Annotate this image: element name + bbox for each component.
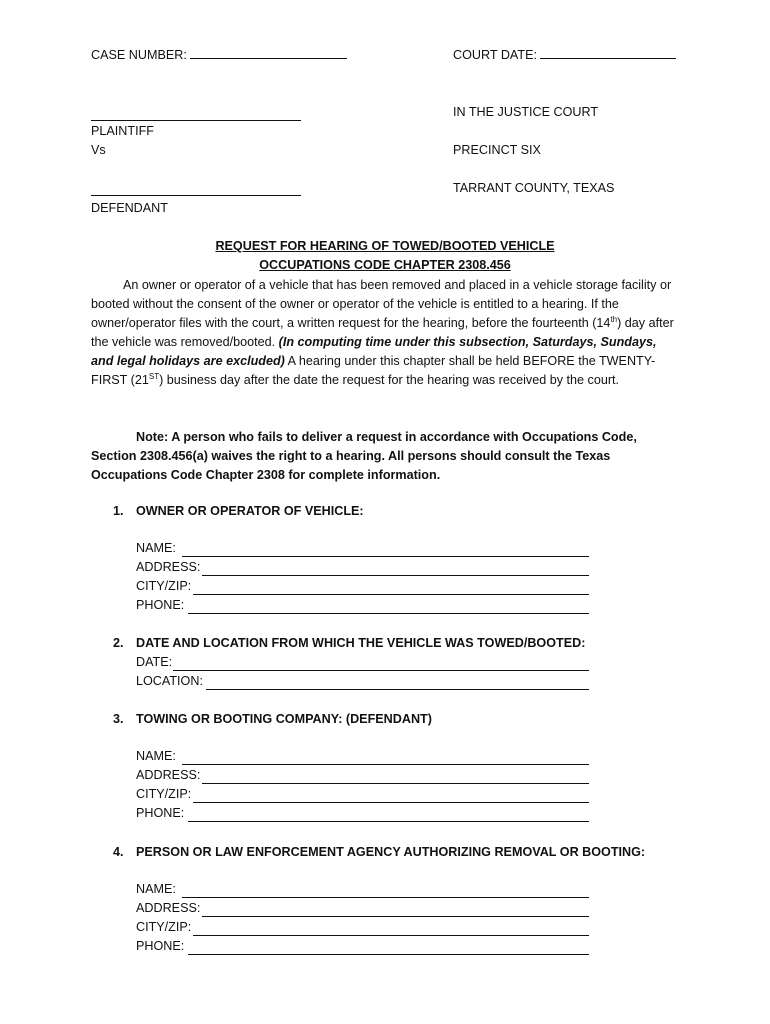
company-address-field[interactable] (202, 782, 589, 784)
document-title-line1: REQUEST FOR HEARING OF TOWED/BOOTED VEHICLE (215, 239, 555, 253)
section-3-address-row: ADDRESS: (136, 768, 200, 787)
section-3-heading: 3. TOWING OR BOOTING COMPANY: (DEFENDANT) (113, 712, 432, 726)
section-3-phone-row: PHONE: (136, 806, 184, 825)
case-number-field[interactable] (190, 58, 347, 59)
plaintiff-line[interactable] (91, 120, 301, 121)
agency-cityzip-field[interactable] (193, 934, 589, 936)
tow-location-field[interactable] (206, 688, 589, 690)
court-date-label: COURT DATE: (453, 48, 537, 62)
section-2-heading: 2. DATE AND LOCATION FROM WHICH THE VEHICLE WAS TOWED/BOOTED: (113, 636, 586, 650)
section-4-cityzip-row: CITY/ZIP: (136, 920, 191, 939)
company-phone-field[interactable] (188, 820, 589, 822)
section-4-name-row: NAME: (136, 882, 176, 901)
document-title-line2: OCCUPATIONS CODE CHAPTER 2308.456 (259, 258, 511, 272)
defendant-label: DEFENDANT (91, 201, 168, 215)
section-1-address-row: ADDRESS: (136, 560, 200, 579)
plaintiff-label: PLAINTIFF (91, 124, 154, 138)
court-name-line3: TARRANT COUNTY, TEXAS (453, 181, 615, 195)
defendant-line[interactable] (91, 195, 301, 196)
court-date-field[interactable] (540, 58, 676, 59)
section-1-name-row: NAME: (136, 541, 176, 560)
note-paragraph: Note: A person who fails to deliver a request in accordance with Occupations Code, Section 2308.456(a) waives the right to a hearing. All persons should consult the Texas Occupations Code Chapter 2308 for complete information. (91, 430, 637, 483)
company-name-field[interactable] (182, 763, 589, 765)
section-1-cityzip-row: CITY/ZIP: (136, 579, 191, 598)
agency-name-field[interactable] (182, 896, 589, 898)
court-name-line1: IN THE JUSTICE COURT (453, 105, 599, 119)
section-4-address-row: ADDRESS: (136, 901, 200, 920)
case-number-label: CASE NUMBER: (91, 48, 187, 62)
owner-phone-field[interactable] (188, 612, 589, 614)
section-3-name-row: NAME: (136, 749, 176, 768)
case-number-row (91, 48, 347, 62)
owner-cityzip-field[interactable] (193, 593, 589, 595)
vs-label: Vs (91, 143, 106, 157)
section-2-date-row: DATE: (136, 655, 172, 674)
section-1-heading: 1. OWNER OR OPERATOR OF VEHICLE: (113, 504, 364, 518)
section-1-phone-row: PHONE: (136, 598, 184, 617)
section-4-heading: 4. PERSON OR LAW ENFORCEMENT AGENCY AUTHORIZING REMOVAL OR BOOTING: (113, 845, 646, 859)
court-name-line2: PRECINCT SIX (453, 143, 541, 157)
owner-address-field[interactable] (202, 574, 589, 576)
intro-emphasis: (In computing time under this subsection, Saturdays, Sundays, and legal holidays are excluded) (91, 335, 657, 369)
section-4-phone-row: PHONE: (136, 939, 184, 958)
owner-name-field[interactable] (182, 555, 589, 557)
court-date-row (453, 48, 676, 62)
company-cityzip-field[interactable] (193, 801, 589, 803)
tow-date-field[interactable] (173, 669, 589, 671)
agency-address-field[interactable] (202, 915, 589, 917)
agency-phone-field[interactable] (188, 953, 589, 955)
section-2-location-row: LOCATION: (136, 674, 203, 693)
section-3-cityzip-row: CITY/ZIP: (136, 787, 191, 806)
intro-paragraph: An owner or operator of a vehicle that has been removed and placed in a vehicle storage facility or booted without the consent of the owner or operator of the vehicle is entitled to a hearing. If the owner/operator files with the court, a written request for the hearing, before the fourteenth (14th) day after the vehicle was removed/booted. (In computing time under this subsection, Saturdays, Sundays, and legal holidays are excluded) A hearing under this chapter shall be held BEFORE the TWENTY-FIRST (21ST) business day after the date the request for the hearing was received by the court. (91, 278, 674, 388)
